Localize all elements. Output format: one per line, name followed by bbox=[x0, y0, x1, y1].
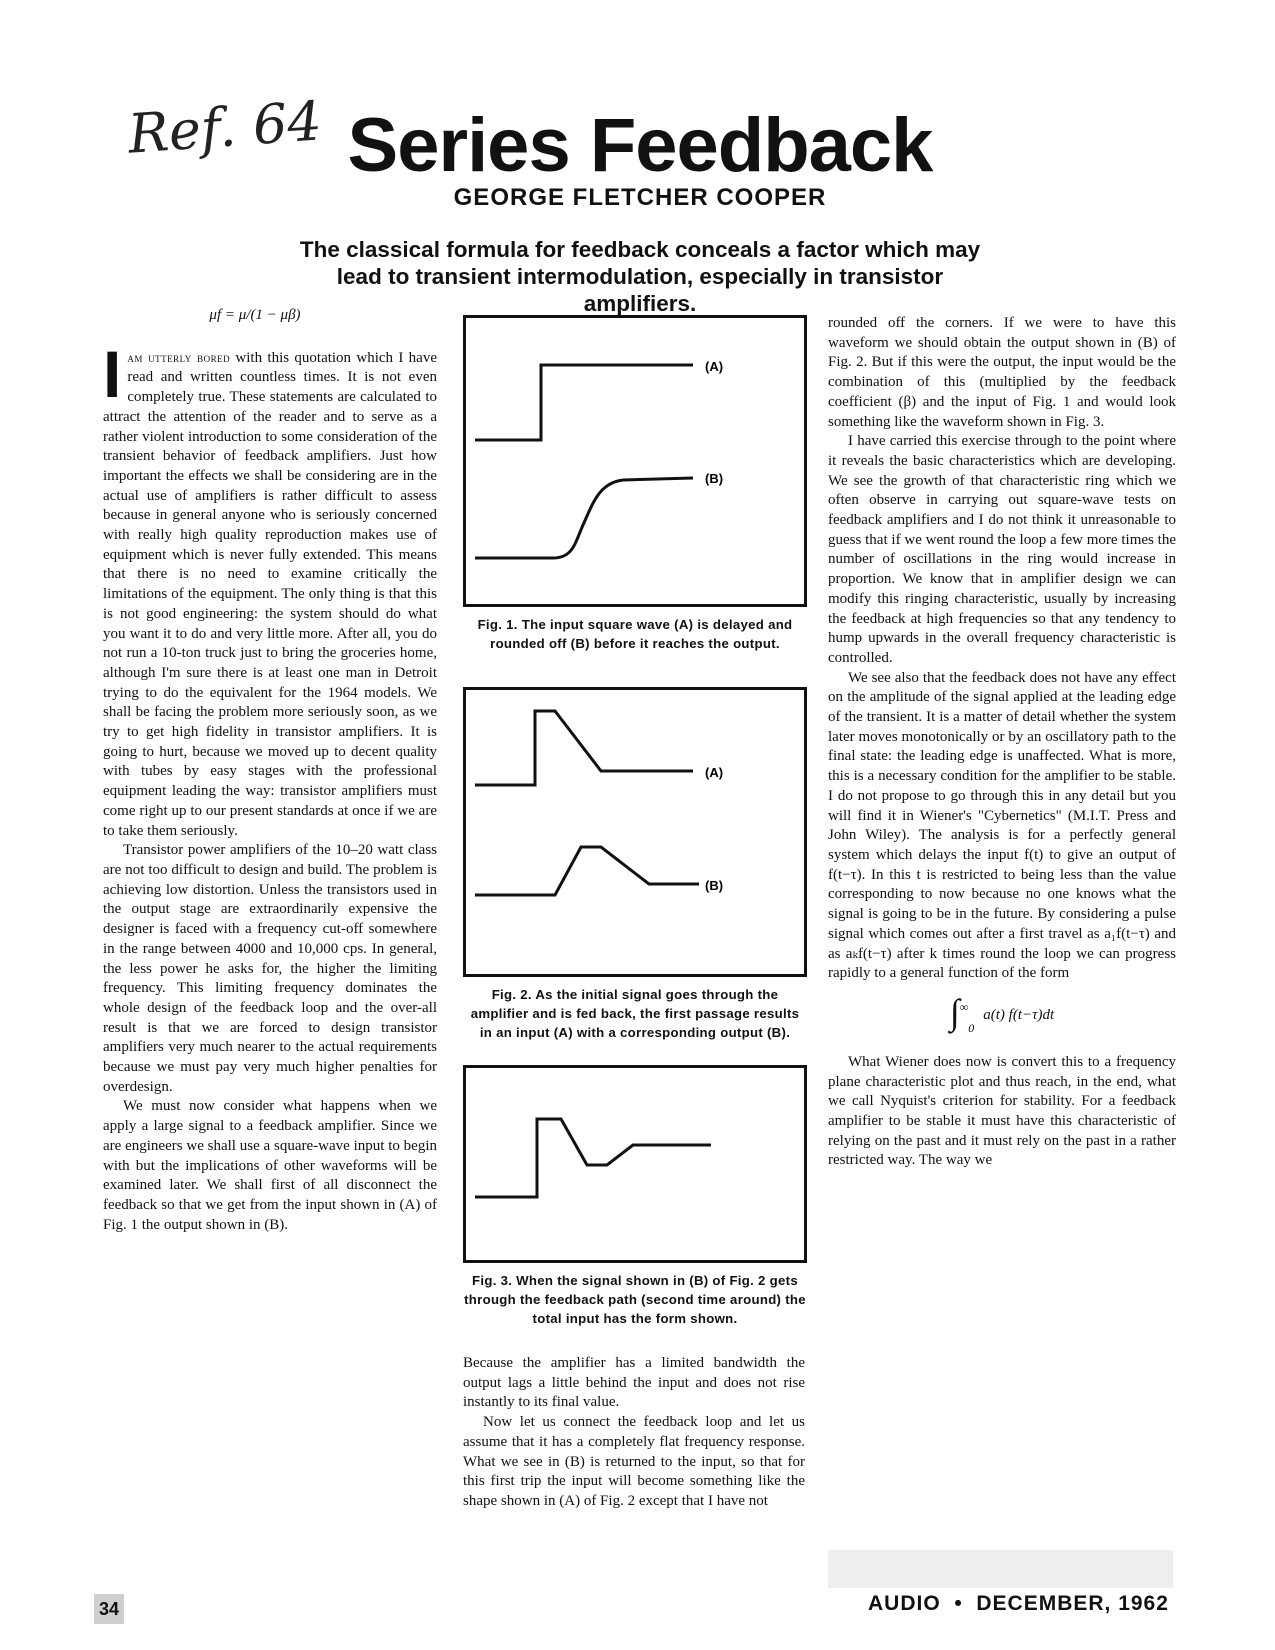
paragraph: rounded off the corners. If we were to have this waveform we should obtain the output shown in (B) of Fig. 2. But if this were the output, the input would be the combination of this (multiplied by the feedback coefficient (β) and the input of Fig. 1 and would look something like the waveform shown in Fig. 3. bbox=[828, 315, 1176, 430]
figure-3-caption: Fig. 3. When the signal shown in (B) of Fig. 2 gets through the feedback path (second time around) the total input has the form shown. bbox=[464, 1273, 806, 1326]
page-number: 34 bbox=[94, 1594, 124, 1624]
drop-cap: I bbox=[103, 336, 122, 411]
figure-3-waveform bbox=[463, 1065, 807, 1263]
handwritten-reference-note: Ref. 64 bbox=[126, 89, 324, 166]
paragraph: Now let us connect the feedback loop and let us assume that it has a completely flat frequency response. What we see in (B) is returned to the input, so that for this first trip the input will become something like the shape shown in (A) of Fig. 2 except that I have not bbox=[463, 1414, 805, 1509]
fig1-label-b: (B) bbox=[705, 471, 724, 486]
article-title: Series Feedback bbox=[347, 103, 933, 188]
fig1-label-a: (A) bbox=[705, 359, 724, 374]
feedback-formula: μf = μ/(1 − μβ) bbox=[209, 307, 301, 323]
publication-footer: AUDIO • DECEMBER, 1962 bbox=[868, 1592, 1169, 1615]
fig2-output-wave-b bbox=[475, 847, 699, 895]
paragraph: Because the amplifier has a limited bandwidth the output lags a little behind the input and does not rise instantly to its final value. bbox=[463, 1355, 805, 1411]
footer-shaded-bar bbox=[828, 1550, 1173, 1588]
fig2-input-wave-a bbox=[475, 711, 693, 785]
integral-equation bbox=[828, 991, 1176, 1039]
figure-1-caption: Fig. 1. The input square wave (A) is delayed and rounded off (B) before it reaches the output. bbox=[477, 617, 793, 651]
figure-1 bbox=[463, 315, 807, 653]
figure-3 bbox=[463, 1065, 807, 1328]
fig1-rounded-wave-b bbox=[475, 478, 693, 558]
figure-1-waveforms bbox=[463, 315, 807, 607]
article-subhead: The classical formula for feedback conceals a factor which may lead to transient intermodulation, especially in transistor amplifiers. bbox=[299, 237, 981, 316]
text-column-3 bbox=[828, 314, 1176, 1171]
fig1-square-wave-a bbox=[475, 365, 693, 440]
lead-in-smallcaps: am utterly bored bbox=[127, 349, 231, 365]
paragraph: What Wiener does now is convert this to a frequency plane characteristic plot and thus reach, in the end, what we call Nyquist's criterion for stability. For a feedback amplifier to be stable it must have this characteristic of relying on the past and it must rely on the past in a rather restricted way. The way we bbox=[828, 1053, 1176, 1169]
fig2-label-b: (B) bbox=[705, 878, 724, 893]
fig3-total-input-wave bbox=[475, 1119, 711, 1197]
paragraph: I have carried this exercise through to the point where it reveals the basic characteristics which are developing. We see the growth of that characteristic ring which we often observe in carrying out square-wave tests on feedback amplifiers and I do not think it unreasonable to guess that if we went round the loop a few more times the number of oscillations in the ring would increase in proportion. We know that in amplifier design we can modify this ringing characteristic, usually by increasing the feedback at high frequencies so that any tendency to hump upwards in the overall frequency characteristic is controlled. bbox=[828, 433, 1176, 666]
integral-body: a(t) f(t−τ)dt bbox=[983, 1006, 1055, 1023]
figure-2-caption: Fig. 2. As the initial signal goes through the amplifier and is fed back, the first passage results in an input (A) with a corresponding output (B). bbox=[470, 987, 800, 1040]
integral-upper-limit: ∞ bbox=[959, 999, 969, 1014]
fig2-label-a: (A) bbox=[705, 765, 724, 780]
paragraph: We must now consider what happens when we apply a large signal to a feedback amplifier. Since we are engineers we shall use a square-wave input to begin with but the implications of other waveforms will be examined later. We shall first of all disconnect the feedback so that we get from the input shown in (A) of Fig. 1 the output shown in (B). bbox=[103, 1098, 437, 1233]
author-byline: GEORGE FLETCHER COOPER bbox=[453, 184, 827, 211]
paragraph: We see also that the feedback does not have any effect on the amplitude of the signal applied at the leading edge of the transient. It is a matter of detail whether the system later moves monotonically or by an oscillatory path to the final state: the leading edge is unaffected. What is more, this is a necessary condition for the amplifier to be stable. I do not propose to go through this in any detail but you will find it in Wiener's "Cybernetics" (M.I.T. Press and John Wiley). The analysis is for a perfectly general system which delays the input f(t) to give an output of f(t−τ). In this t is restricted to being less than the value corresponding to now because no one knows what the signal is going to be in the future. By considering a pulse signal which comes out after a first travel as a₁f(t−τ) and as aₖf(t−τ) after k times round the loop we can progress rapidly to a general function of the form bbox=[828, 669, 1176, 982]
text-column-2 bbox=[463, 1354, 805, 1512]
figure-2-waveforms bbox=[463, 687, 807, 977]
paragraph-intro bbox=[103, 336, 437, 842]
integral-lower-limit: 0 bbox=[968, 1021, 975, 1036]
paragraph: Transistor power amplifiers of the 10–20 watt class are not too difficult to design and build. The problem is achieving low distortion. Unless the transistors used in the output stage are extraordinarily expensive the designer is faced with a frequency cut-off somewhere in the range between 4000 and 10,000 cps. In general, the less power he asks for, the higher the limiting frequency. This limiting frequency dominates the whole design of the feedback loop and the over-all result is that we are forced to design transistor amplifiers very much nearer to the actual requirements because we must pay very much higher penalties for overdesign. bbox=[103, 842, 437, 1095]
paragraph-intro-text: with this quotation which I have read and written countless times. It is not even completely true. These statements are calculated to attract the attention of the reader and to serve as a rather violent introduction to some consideration of the transient behavior of feedback amplifiers. Just how important the effects we shall be considering are in the actual use of amplifiers is rather difficult to assess because in general anyone who is seriously concerned with really high quality reproduction makes use of equipment which is never fully extended. This means that there is no need to examine critically the limitations of the equipment. The only thing is that this is not good engineering: the system should do what you want it to do and very little more. After all, you do not run a 10-ton truck just to bring the groceries home, although I'm sure there is at least one man in Detroit trying to do the equivalent for the 1964 models. We shall be facing the problem more seriously soon, as we try to get high fidelity in transistor amplifiers. It is going to hurt, because we moved up to decent quality with tubes by easy stages with the professional equipment leading the way: transistor amplifiers must come right up to our present standards at once if we are to take them seriously. bbox=[103, 349, 437, 839]
figure-2 bbox=[463, 687, 807, 1042]
text-column-1 bbox=[103, 300, 437, 1235]
integral-sign: ∫ bbox=[949, 991, 960, 1032]
